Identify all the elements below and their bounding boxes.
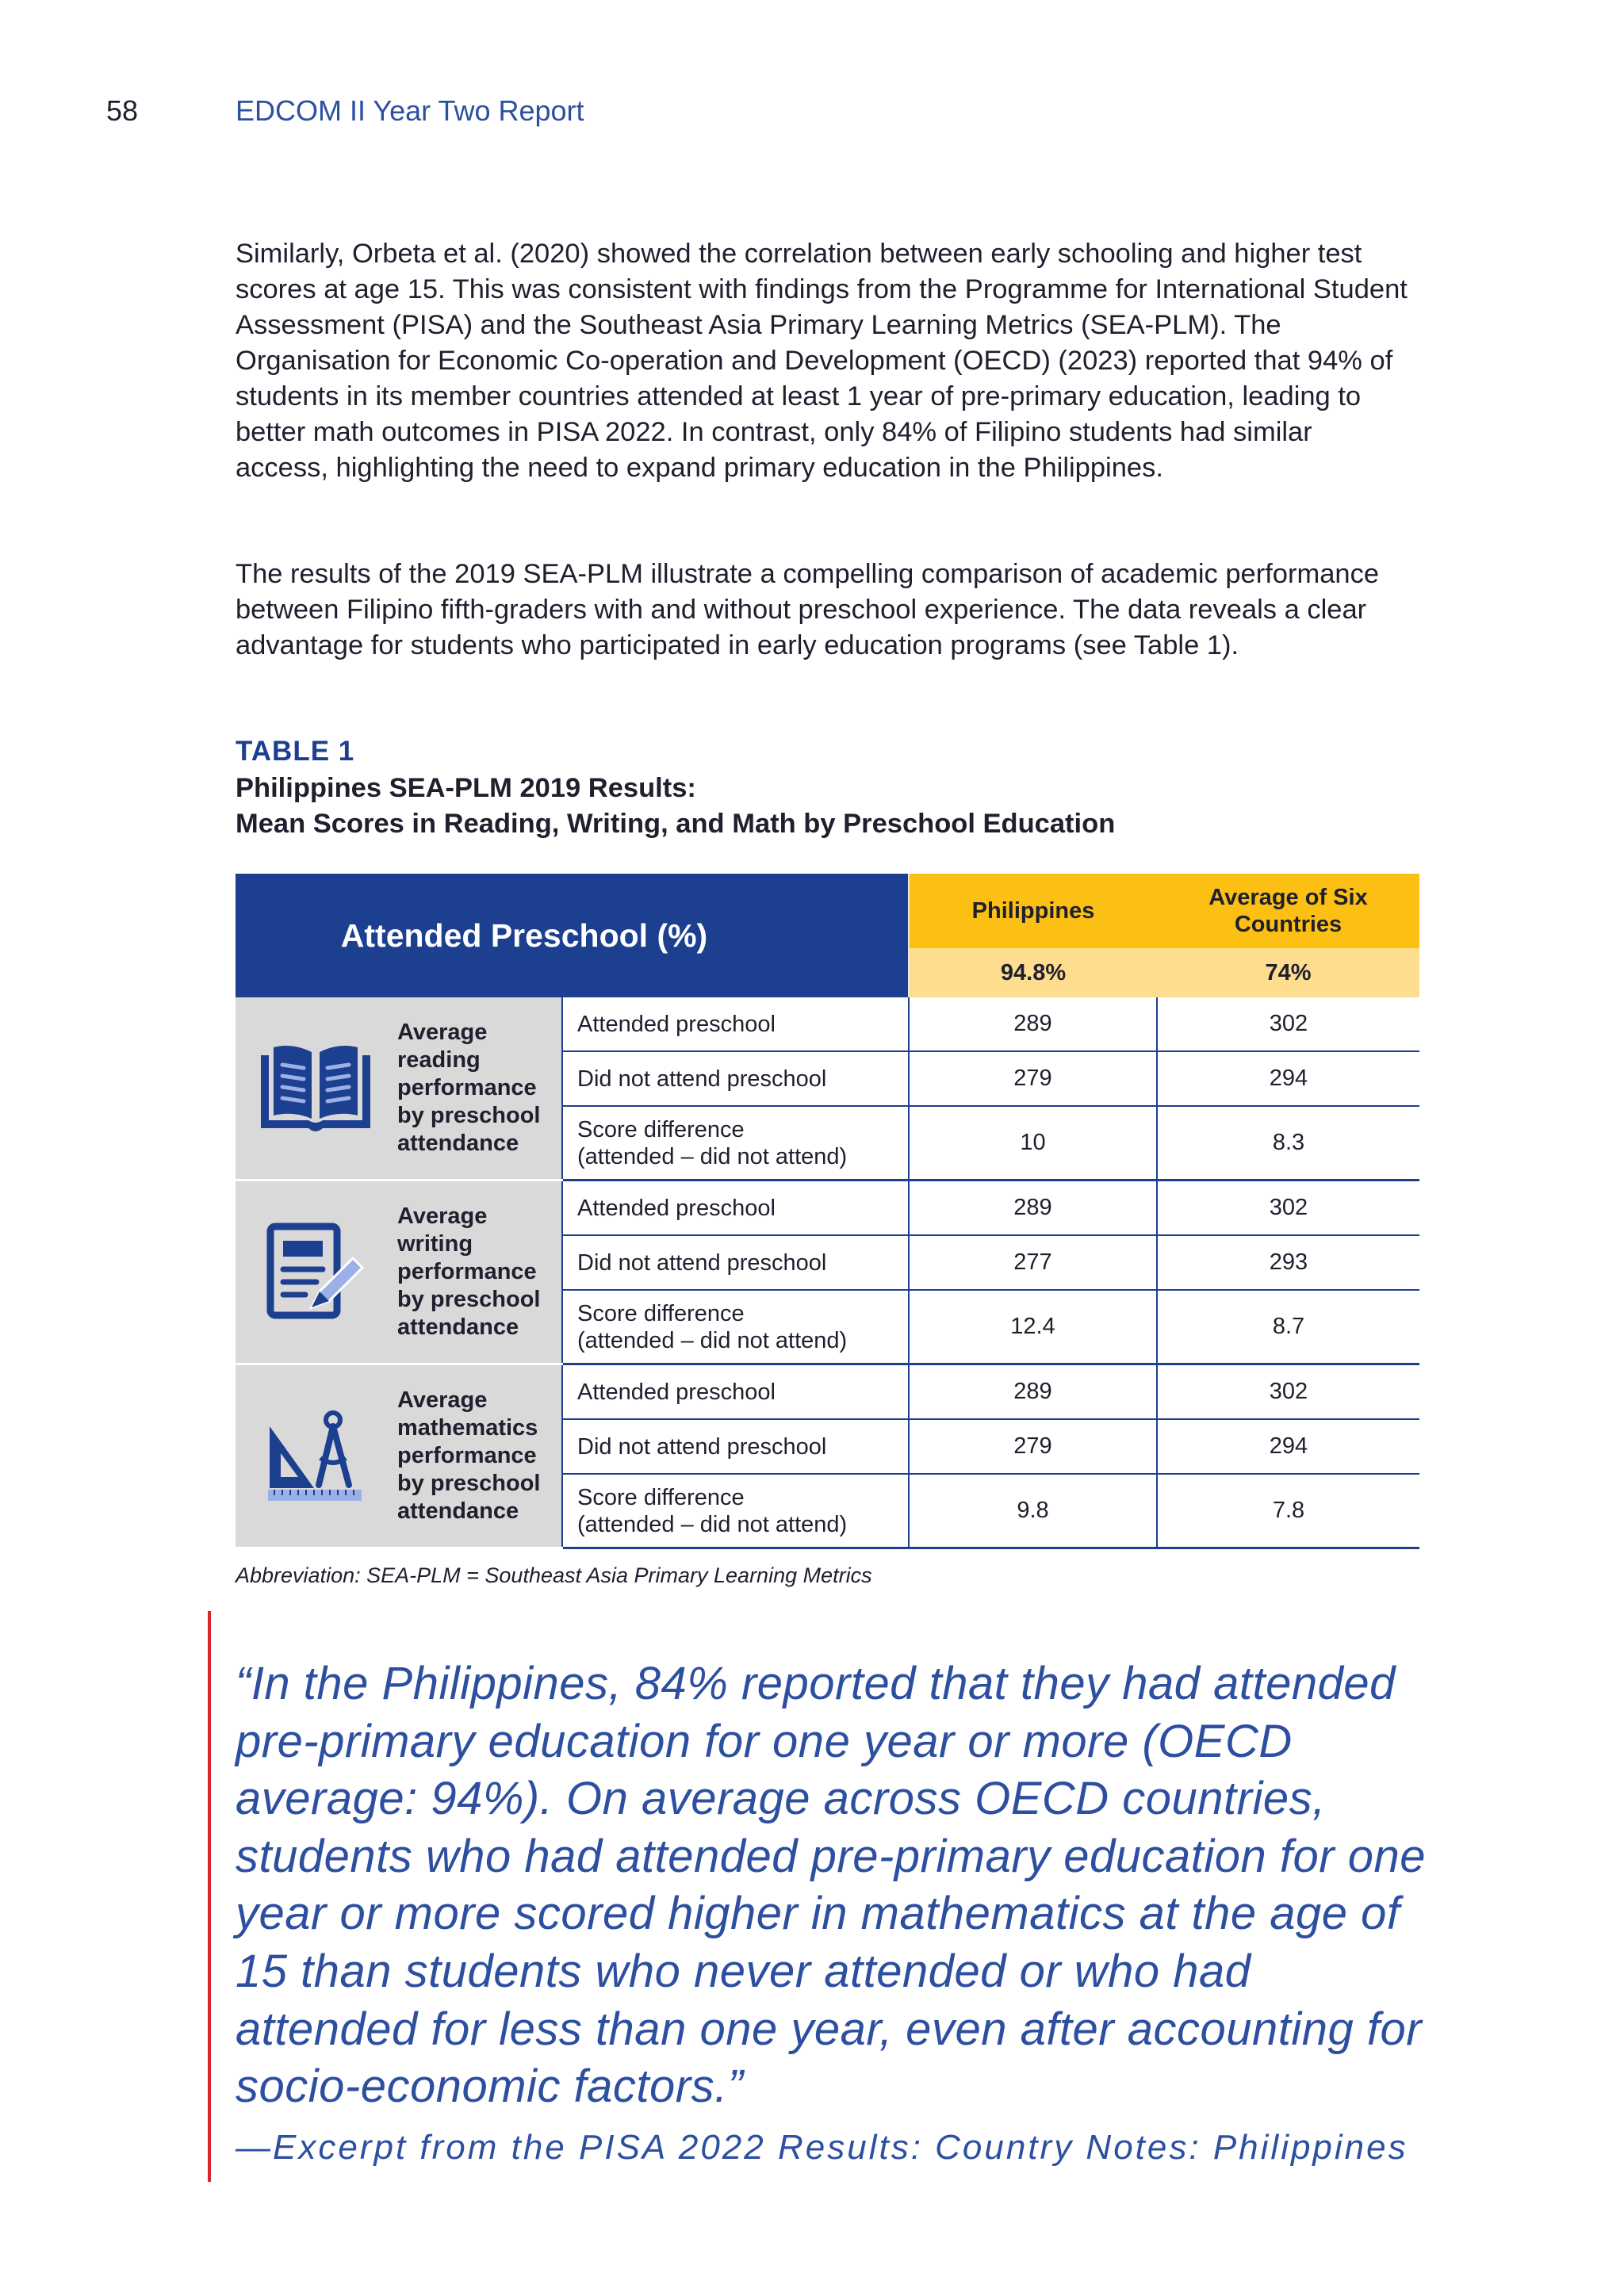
- column-header-philippines: Philippines: [909, 874, 1157, 948]
- average-value: 7.8: [1157, 1474, 1419, 1548]
- table-label: TABLE 1: [236, 736, 355, 767]
- compass-triangle-ruler-icon: [236, 1409, 396, 1504]
- philippines-value: 9.8: [909, 1474, 1157, 1548]
- row-label: Attended preschool: [562, 1364, 909, 1420]
- row-label: Score difference (attended – did not attend): [562, 1106, 909, 1181]
- row-label: Did not attend preschool: [562, 1235, 909, 1290]
- results-table: [236, 874, 1419, 1549]
- average-percent: 74%: [1157, 948, 1419, 997]
- philippines-value: 277: [909, 1235, 1157, 1290]
- quote-attribution: —Excerpt from the PISA 2022 Results: Country Notes: Philippines: [236, 2128, 1408, 2167]
- philippines-value: 279: [909, 1051, 1157, 1106]
- row-label: Did not attend preschool: [562, 1051, 909, 1106]
- body-paragraph-2: The results of the 2019 SEA-PLM illustrate a compelling comparison of academic performance between Filipino fifth-graders with and without preschool experience. The data reveals a clear advantage for students who participated in early education programs (see Table 1).: [236, 559, 1380, 660]
- open-book-icon: [236, 1041, 396, 1136]
- philippines-percent: 94.8%: [909, 948, 1157, 997]
- average-value: 294: [1157, 1419, 1419, 1474]
- row-label: Did not attend preschool: [562, 1419, 909, 1474]
- philippines-value: 289: [909, 1364, 1157, 1420]
- average-value: 302: [1157, 1364, 1419, 1420]
- category-reading: [236, 997, 562, 1181]
- pull-quote: “In the Philippines, 84% reported that they had attended pre-primary education for one year or more (OECD average: 94%). On average across OECD countries, students who had attended pre-primary education for one year or more scored higher in mathematics at the age of 15 than students who never attended or who had attended for less than one year, even after accounting for socio-economic factors.”: [236, 1658, 1426, 2113]
- category-label-writing: Average writing performance by preschool attendance: [397, 1203, 541, 1340]
- average-value: 294: [1157, 1051, 1419, 1106]
- philippines-value: 12.4: [909, 1290, 1157, 1364]
- body-paragraph-1: Similarly, Orbeta et al. (2020) showed the correlation between early schooling and higher test scores at age 15. This was consistent with findings from the Programme for International Student Assessment (PISA) and the Southeast Asia Primary Learning Metrics (SEA-PLM). The Organisation for Economic Co-operation and Development (OECD) (2023) reported that 94% of students in its member countries attended at least 1 year of pre-primary education, leading to better math outcomes in PISA 2022. In contrast, only 84% of Filipino students had similar access, highlighting the need to expand primary education in the Philippines.: [236, 239, 1408, 483]
- column-header-average: Average of Six Countries: [1157, 874, 1419, 948]
- table-title-line-1: Philippines SEA-PLM 2019 Results:: [236, 773, 696, 803]
- category-mathematics: [236, 1364, 562, 1548]
- average-value: 302: [1157, 1181, 1419, 1236]
- row-label: Score difference (attended – did not attend): [562, 1474, 909, 1548]
- average-value: 8.7: [1157, 1290, 1419, 1364]
- philippines-value: 289: [909, 997, 1157, 1051]
- table-title: [236, 771, 1115, 842]
- philippines-value: 289: [909, 1181, 1157, 1236]
- quote-accent-bar: [208, 1611, 211, 2182]
- page-number: 58: [106, 94, 139, 127]
- average-value: 293: [1157, 1235, 1419, 1290]
- row-label: Score difference (attended – did not attend): [562, 1290, 909, 1364]
- category-label-mathematics: Average mathematics performance by preschool attendance: [397, 1387, 541, 1524]
- philippines-value: 279: [909, 1419, 1157, 1474]
- philippines-value: 10: [909, 1106, 1157, 1181]
- running-title: EDCOM II Year Two Report: [236, 94, 584, 127]
- average-value: 8.3: [1157, 1106, 1419, 1181]
- category-writing: [236, 1181, 562, 1364]
- table-header-main: Attended Preschool (%): [236, 874, 909, 997]
- average-value: 302: [1157, 997, 1419, 1051]
- document-pencil-icon: [236, 1222, 396, 1323]
- table-abbreviation-note: Abbreviation: SEA-PLM = Southeast Asia Primary Learning Metrics: [236, 1563, 872, 1587]
- table-title-line-2: Mean Scores in Reading, Writing, and Math by Preschool Education: [236, 809, 1116, 839]
- row-label: Attended preschool: [562, 1181, 909, 1236]
- category-label-reading: Average reading performance by preschool attendance: [397, 1020, 541, 1156]
- row-label: Attended preschool: [562, 997, 909, 1051]
